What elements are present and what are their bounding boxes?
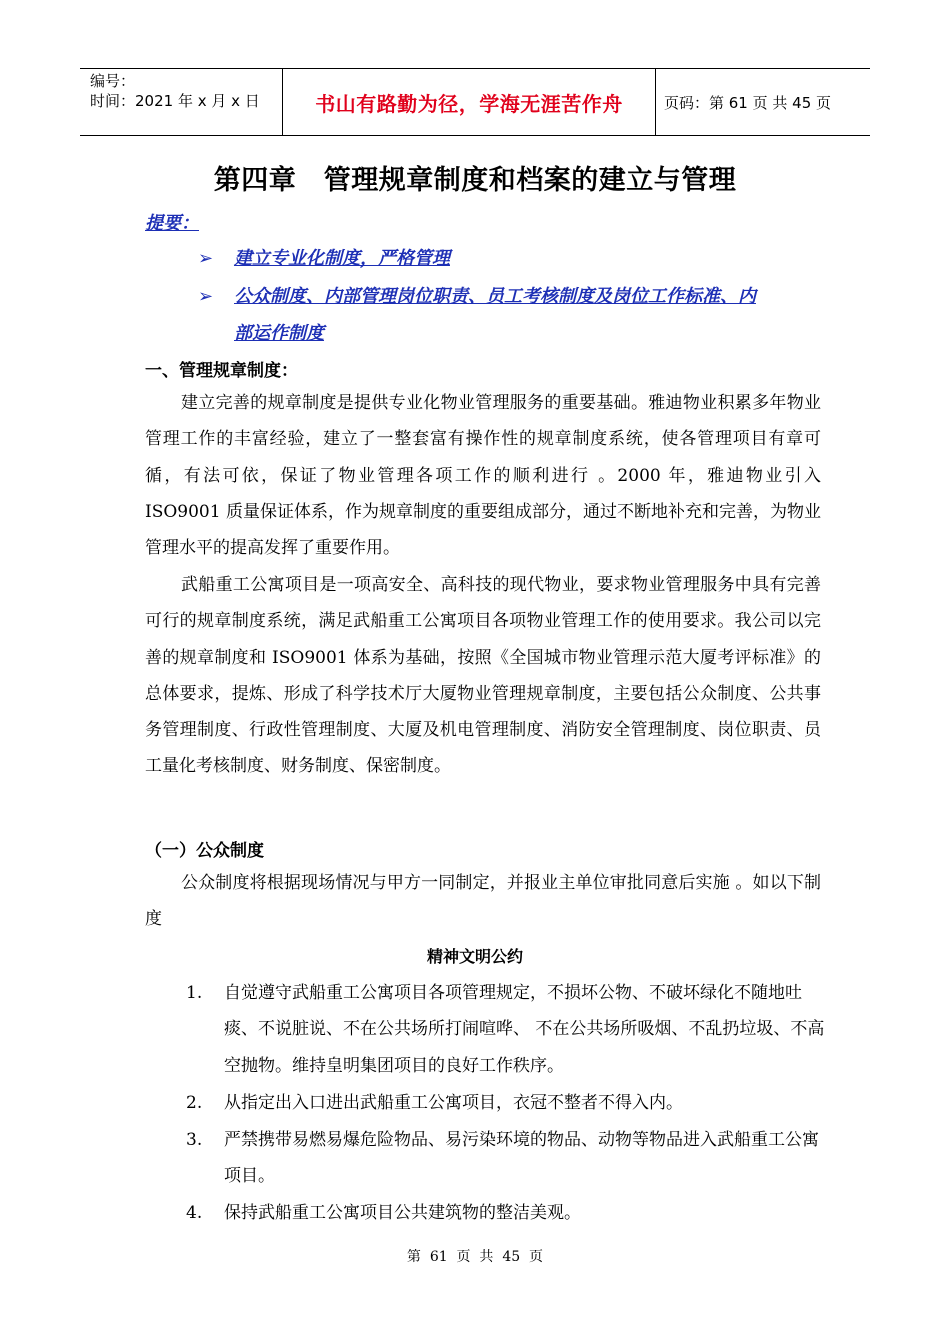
number-label: 编号： [90, 72, 136, 90]
paragraph: 建立完善的规章制度是提供专业化物业管理服务的重要基础。雅迪物业积累多年物业管理工作的丰富经验，建立了一整套富有操作性的规章制度系统，使各管理项目有章可循，有法可依，保证了物业管理各项工作的顺利进行 。2000 年，雅迪物业引入 ISO9001 质量保证体系，作为规章制度的重要组成部分，通过不断地补充和完善，为物业管理水平的提高发挥了重要作用。 [145, 393, 821, 559]
time-label: 时间：2021 年 x 月 x 日 [90, 92, 260, 110]
summary-item-1[interactable] [198, 244, 450, 270]
summary-item-text: 公众制度、内部管理岗位职责、员工考核制度及岗位工作标准、内 [234, 286, 756, 307]
header-page-cell [656, 69, 870, 135]
list-number: 3. [186, 1130, 203, 1150]
summary-item-2-continuation[interactable]: 部运作制度 [234, 323, 324, 344]
paragraph: 武船重工公寓项目是一项高安全、高科技的现代物业，要求物业管理服务中具有完善可行的规章制度系统，满足武船重工公寓项目各项物业管理工作的使用要求。我公司以完善的规章制度和 ISO9001 体系为基础，按照《全国城市物业管理示范大厦考评标准》的总体要求，提炼、形成了科学技术厅大厦物业管理规章制度，主要包括公众制度、公共事务管理制度、行政性管理制度、大厦及机电管理制度、消防安全管理制度、岗位职责、员工量化考核制度、财务制度、保密制度。 [145, 575, 821, 777]
list-number: 2. [186, 1093, 203, 1113]
list-item [186, 1085, 826, 1121]
list-text: 从指定出入口进出武船重工公寓项目，衣冠不整者不得入内。 [224, 1093, 683, 1113]
list-number: 1. [186, 983, 203, 1003]
arrow-bullet-icon: ➢ [198, 248, 214, 269]
list-item [186, 975, 826, 1084]
page-footer: 第 61 页 共 45 页 [406, 1249, 544, 1265]
paragraph: 公众制度将根据现场情况与甲方一同制定，并报业主单位审批同意后实施 。如以下制度 [145, 873, 821, 930]
list-text: 保持武船重工公寓项目公共建筑物的整洁美观。 [224, 1203, 581, 1223]
summary-label[interactable]: 提要： [145, 213, 199, 234]
chapter-title: 第四章 管理规章制度和档案的建立与管理 [213, 165, 737, 196]
subsection-heading: （一）公众制度 [145, 841, 264, 861]
arrow-bullet-icon: ➢ [198, 286, 214, 307]
convention-title: 精神文明公约 [426, 947, 523, 966]
list-text: 自觉遵守武船重工公寓项目各项管理规定，不损坏公物、不破坏绿化不随地吐痰、不说脏说、不在公共场所打闹喧哗、 不在公共场所吸烟、不乱扔垃圾、不高空抛物。维持皇明集团项目的良好工作秩序。 [224, 983, 825, 1076]
section-heading: 一、管理规章制度： [145, 361, 298, 381]
summary-item-text: 建立专业化制度，严格管理 [234, 248, 450, 269]
page-label: 页码：第 61 页 共 45 页 [664, 93, 832, 112]
summary-item-2[interactable] [198, 282, 756, 308]
list-item [186, 1195, 826, 1231]
header-table [80, 68, 870, 136]
list-number: 4. [186, 1203, 203, 1223]
list-text: 严禁携带易燃易爆危险物品、易污染环境的物品、动物等物品进入武船重工公寓项目。 [224, 1130, 819, 1187]
motto-text: 书山有路勤为径，学海无涯苦作舟 [315, 91, 623, 116]
header-meta [80, 69, 282, 135]
header-motto-cell [282, 69, 656, 135]
list-item [186, 1122, 826, 1195]
